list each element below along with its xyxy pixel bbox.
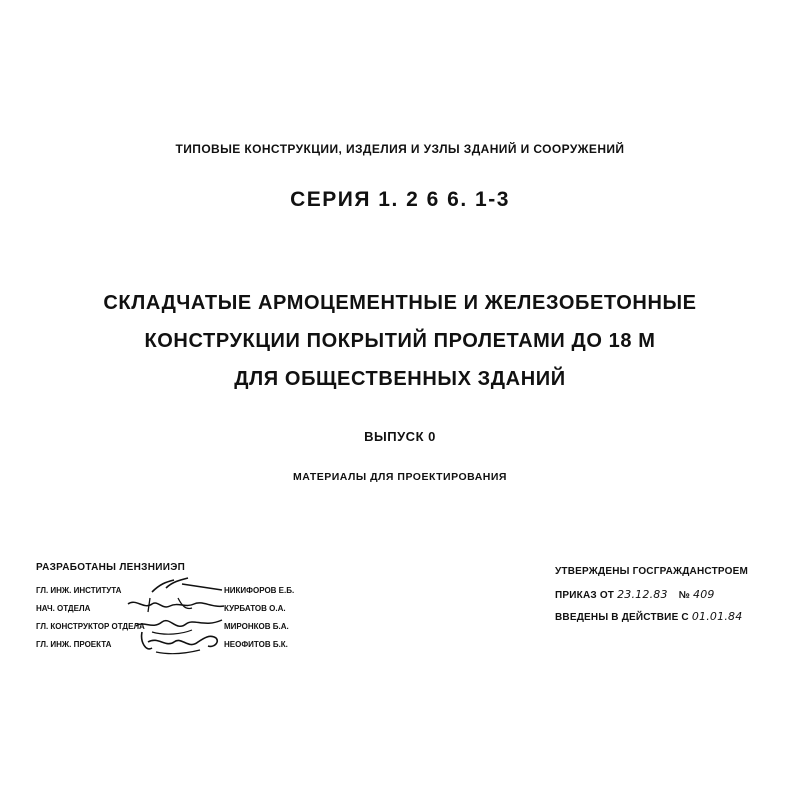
signatory-role: ГЛ. КОНСТРУКТОР ОТДЕЛА xyxy=(36,622,145,631)
document-title xyxy=(0,284,800,398)
approval-authority: УТВЕРЖДЕНЫ ГОСГРАЖДАНСТРОЕМ xyxy=(555,566,749,577)
issue-subtitle: МАТЕРИАЛЫ ДЛЯ ПРОЕКТИРОВАНИЯ xyxy=(293,471,507,483)
developers-heading: РАЗРАБОТАНЫ ЛЕНЗНИИЭП xyxy=(36,562,186,573)
order-label: ПРИКАЗ ОТ xyxy=(555,590,615,601)
issue-number: ВЫПУСК 0 xyxy=(364,429,436,444)
signatory-name: МИРОНКОВ Б.А. xyxy=(224,622,289,631)
signatory-name: НИКИФОРОВ Е.Б. xyxy=(224,586,295,595)
order-number: 409 xyxy=(693,588,715,601)
approval-order xyxy=(555,588,715,601)
signatory-role: ГЛ. ИНЖ. ИНСТИТУТА xyxy=(36,586,122,595)
title-line-3: ДЛЯ ОБЩЕСТВЕННЫХ ЗДАНИЙ xyxy=(234,368,566,390)
order-number-label: № xyxy=(678,590,691,601)
approval-block xyxy=(555,562,795,642)
effective-date: 01.01.84 xyxy=(691,610,743,623)
effective-label: ВВЕДЕНЫ В ДЕЙСТВИЕ С xyxy=(555,612,689,623)
series-number: СЕРИЯ 1. 2 6 6. 1-3 xyxy=(290,188,510,211)
approval-effective xyxy=(555,610,742,623)
signatory-role: ГЛ. ИНЖ. ПРОЕКТА xyxy=(36,640,112,649)
signatory-role: НАЧ. ОТДЕЛА xyxy=(36,604,91,613)
title-line-2: КОНСТРУКЦИИ ПОКРЫТИЙ ПРОЛЕТАМИ ДО 18 М xyxy=(144,330,656,352)
order-date: 23.12.83 xyxy=(617,588,668,601)
signatory-name: КУРБАТОВ О.А. xyxy=(224,604,286,613)
signatory-name: НЕОФИТОВ Б.К. xyxy=(224,640,288,649)
handwritten-signature xyxy=(122,628,232,656)
developers-block xyxy=(36,562,336,662)
title-line-1: СКЛАДЧАТЫЕ АРМОЦЕМЕНТНЫЕ И ЖЕЛЕЗОБЕТОННЫЕ xyxy=(103,292,697,314)
series-category-line: ТИПОВЫЕ КОНСТРУКЦИИ, ИЗДЕЛИЯ И УЗЛЫ ЗДАНИЙ И СООРУЖЕНИЙ xyxy=(175,142,625,156)
signatory-row xyxy=(36,636,336,656)
